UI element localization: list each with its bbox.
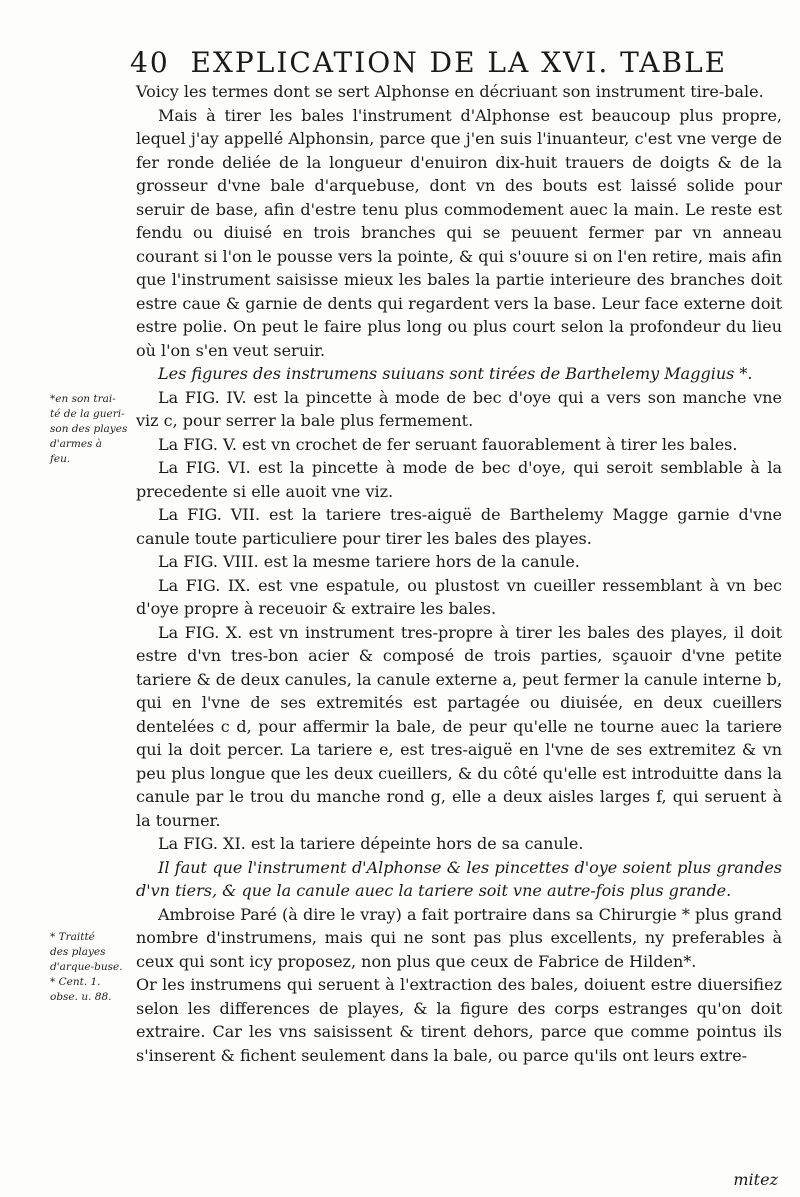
paragraph-sizes: Il faut que l'instrument d'Alphonse & les pincettes d'oye soient plus grandes d'vn tiers, & que la canule auec la tariere soit vne autre-fois plus grande. [136, 857, 782, 900]
margin-line: feu. [50, 453, 71, 465]
paragraph-fig-xi: La FIG. XI. est la tariere dépeinte hors de sa canule. [158, 834, 584, 853]
margin-line: son des playes [50, 423, 128, 435]
paragraph-alphonsin: Mais à tirer les bales l'instrument d'Alphonse est beaucoup plus propre, lequel j'ay appellé Alphonsin, parce que j'en suis l'inuanteur, c'est vne verge de fer ronde deliée de la longueur d'enuiron dix-huit trauers de doigts & de la grosseur d'vne bale d'arquebuse, dont vn des bouts est laissé solide pour seruir de base, afin d'estre tenu plus commodement auec la main. Le reste est fendu ou diuisé en trois branches qui se peuuent fermer par vn anneau courant si l'on le pousse vers la pointe, & qui s'ouure si on l'en retire, mais afin que l'instrument saisisse mieux les bales la partie interieure des branches doit estre caue & garnie de dents qui regardent vers la base. Leur face externe doit estre polie. On peut le faire plus long ou plus court selon la profondeur du lieu où l'on s'en veut seruir. [136, 105, 782, 360]
page-title: EXPLICATION DE LA XVI. TABLE [190, 46, 728, 79]
page-number: 40 [130, 46, 170, 79]
paragraph-fig-ix: La FIG. IX. est vne espatule, ou plustost vn cueiller ressemblant à vn bec d'oye propre à receuoir & extraire les bales. [136, 575, 782, 618]
paragraph-fig-x: La FIG. X. est vn instrument tres-propre à tirer les bales des playes, il doit estre d'vn tres-bon acier & composé de trois parties, sçauoir d'vne petite tariere & de deux canules, la canule externe a, peut fermer la canule interne b, qui en l'vne de ses extremités est partagée ou diuisée, en deux cueillers dentelées c d, pour affermir la bale, de peur qu'elle ne tourne auec la tariere qui la doit percer. La tariere e, est tres-aiguë en l'vne de ses extremitez & vn peu plus longue que les deux cueillers, & du côté qu'elle est introduitte dans la canule par le trou du manche rond g, elle a deux aisles larges f, qui seruent à la tourner. [136, 622, 782, 830]
margin-line: des playes [50, 946, 106, 958]
main-text-column [136, 80, 782, 1067]
paragraph-fig-iv: La FIG. IV. est la pincette à mode de bec d'oye qui a vers son manche vne viz c, pour serrer la bale plus fermement. [136, 387, 782, 430]
catchword: mitez [733, 1170, 778, 1189]
paragraph-fig-vi: La FIG. VI. est la pincette à mode de bec d'oye, qui seroit semblable à la precedente si elle auoit vne viz. [136, 458, 782, 501]
margin-line: *en son trai- [50, 393, 116, 405]
margin-line: d'arque-buse. [50, 961, 123, 973]
margin-line: * Cent. 1. [50, 976, 101, 988]
paragraph-figures-heading: Les figures des instrumens suiuans sont tirées de Barthelemy Maggius *. [158, 364, 753, 383]
paragraph-extraction: Or les instrumens qui seruent à l'extraction des bales, doiuent estre diuersifiez selon les differences de playes, & la figure des corps estranges qu'on doit extraire. Car les vns saisissent & tirent dehors, parce que comme pointus ils s'inserent & fichent seulement dans la bale, ou parce qu'ils ont leurs extre- [136, 975, 782, 1065]
margin-line: obse. u. 88. [50, 991, 112, 1003]
margin-note-pare [50, 930, 130, 1005]
margin-line: d'armes à [50, 438, 103, 450]
margin-note-maggius [50, 392, 130, 467]
paragraph-fig-viii: La FIG. VIII. est la mesme tariere hors de la canule. [158, 552, 580, 571]
paragraph-pare: Ambroise Paré (à dire le vray) a fait portraire dans sa Chirurgie * plus grand nombre d'instrumens, mais qui ne sont pas plus excellents, ny preferables à ceux qui sont icy proposez, non plus que ceux de Fabrice de Hilden*. [136, 904, 782, 971]
margin-line: té de la gueri- [50, 408, 125, 420]
paragraph-fig-vii: La FIG. VII. est la tariere tres-aiguë de Barthelemy Magge garnie d'vne canule toute particuliere pour tirer les bales des playes. [136, 505, 782, 548]
paragraph-fig-v: La FIG. V. est vn crochet de fer seruant fauorablement à tirer les bales. [158, 434, 738, 454]
margin-line: * Traitté [50, 931, 95, 943]
running-header [130, 46, 780, 79]
paragraph-intro: Voicy les termes dont se sert Alphonse en décriuant son instrument tire-bale. [136, 82, 764, 101]
